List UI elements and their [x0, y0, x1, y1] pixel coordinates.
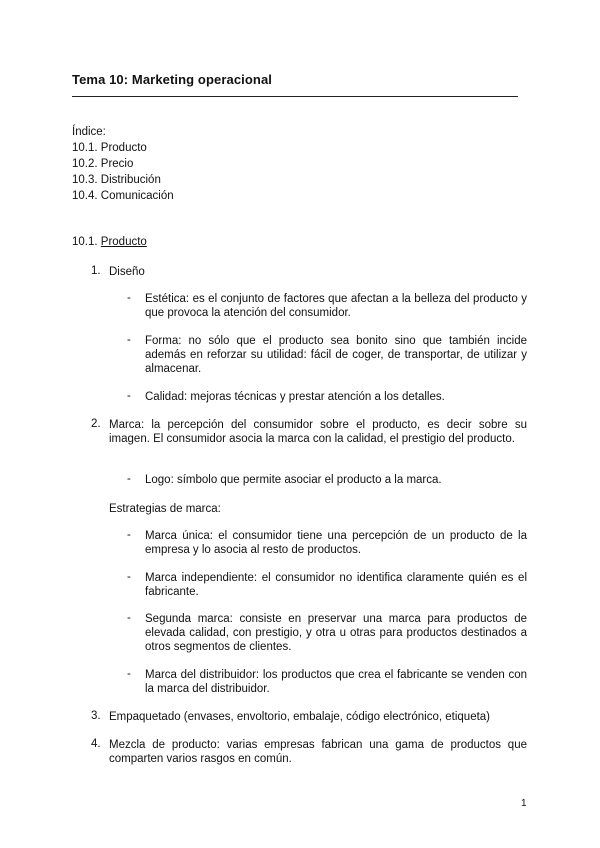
bullet-dash: -	[127, 612, 131, 624]
section-heading	[72, 236, 147, 248]
index-item: 10.1. Producto	[72, 142, 147, 154]
bullet-text: Calidad: mejoras técnicas y prestar atención a los detalles.	[145, 391, 445, 403]
bullet-text: Segunda marca: consiste en preservar una marca para productos de elevada calidad, con prestigio, y otra u otras para productos destinados a otros segmentos de clientes.	[145, 613, 527, 654]
index-item: 10.3. Distribución	[72, 174, 161, 186]
title-rule	[72, 96, 518, 97]
page-number: 1	[521, 798, 527, 809]
bullet-text: Marca del distribuidor: los productos que crea el fabricante se venden con la marca del distribuidor.	[145, 669, 527, 696]
bullet-dash: -	[127, 668, 131, 680]
table-of-contents	[72, 124, 174, 204]
section-number: 10.1.	[72, 236, 98, 248]
subheading: Estrategias de marca:	[109, 503, 221, 515]
list-item-text: Empaquetado (envases, envoltorio, embalaje, código electrónico, etiqueta)	[109, 711, 491, 723]
bullet-text: Marca única: el consumidor tiene una percepción de un producto de la empresa y lo asocia al resto de productos.	[145, 530, 527, 557]
section-title: Producto	[100, 236, 147, 248]
list-number: 2.	[91, 418, 101, 430]
bullet-dash: -	[127, 473, 131, 485]
bullet-dash: -	[127, 292, 131, 304]
bullet-text: Forma: no sólo que el producto sea bonito sino que también incide además en reforzar su utilidad: fácil de coger, de transportar, de utilizar y almacenar.	[145, 335, 527, 376]
list-item-text: Mezcla de producto: varias empresas fabrican una gama de productos que comparten varios rasgos en común.	[109, 739, 527, 766]
bullet-dash: -	[127, 529, 131, 541]
document-title: Tema 10: Marketing operacional	[72, 72, 272, 87]
list-number: 1.	[91, 265, 101, 277]
bullet-text: Marca independiente: el consumidor no identifica claramente quién es el fabricante.	[145, 572, 527, 599]
index-item: 10.4. Comunicación	[72, 190, 174, 202]
list-item-text: Diseño	[109, 266, 145, 278]
index-label: Índice:	[72, 126, 106, 138]
bullet-dash: -	[127, 334, 131, 346]
bullet-dash: -	[127, 571, 131, 583]
list-item-text: Marca: la percepción del consumidor sobre el producto, es decir sobre su imagen. El consumidor asocia la marca con la calidad, el prestigio del producto.	[109, 419, 527, 446]
bullet-text: Estética: es el conjunto de factores que afectan a la belleza del producto y que provoca la atención del consumidor.	[145, 293, 527, 320]
bullet-dash: -	[127, 390, 131, 402]
list-number: 4.	[91, 738, 101, 750]
list-number: 3.	[91, 710, 101, 722]
index-item: 10.2. Precio	[72, 158, 134, 170]
bullet-text: Logo: símbolo que permite asociar el producto a la marca.	[145, 474, 442, 486]
